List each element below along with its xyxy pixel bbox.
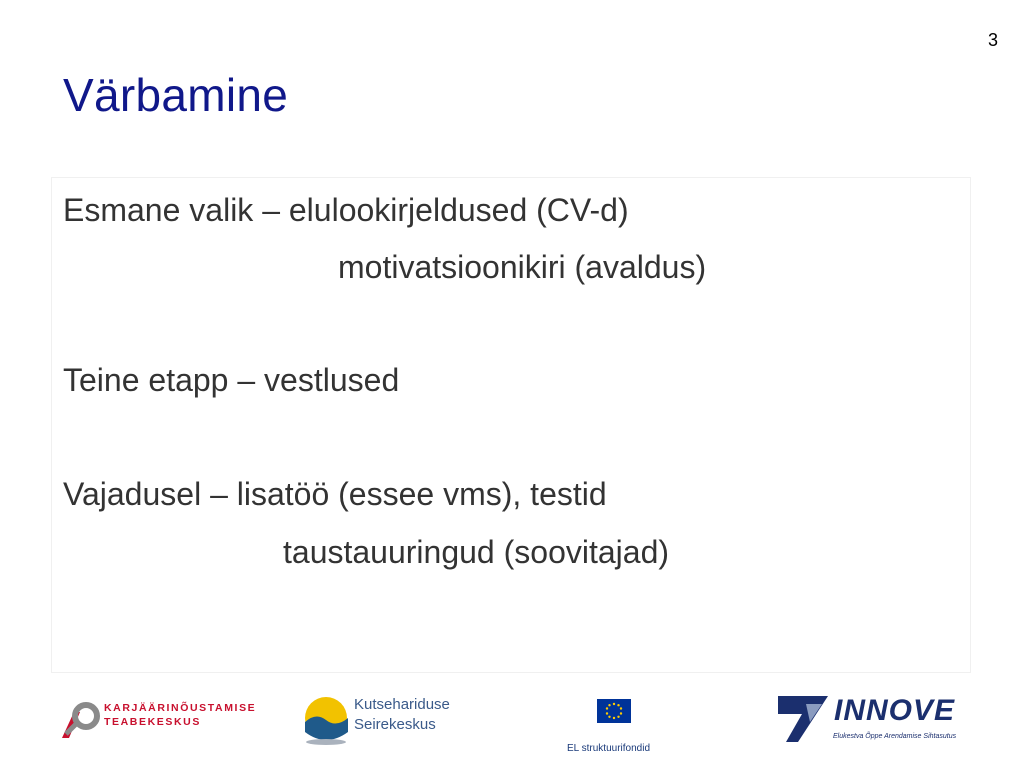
slide-title: Värbamine [63,69,289,121]
content-box [51,177,971,673]
karjaar-line1: KARJÄÄRINÕUSTAMISE [104,702,257,714]
kutse-line2: Seirekeskus [354,716,436,733]
karjaar-logo [52,698,257,742]
kutse-line1: Kutsehariduse [354,696,450,713]
el-label: EL struktuurifondid [567,743,651,754]
innove-tagline: Elukestva Õppe Arendamise Sihtasutus [833,733,957,740]
innove-brand: INNOVE [834,694,956,727]
innove-emblem-icon [776,692,830,744]
content-line-2: motivatsioonikiri (avaldus) [338,249,707,285]
footer-logos [0,680,1024,760]
content-line-1: Esmane valik – elulookirjeldused (CV-d) [63,192,629,228]
content-line-3: Teine etapp – vestlused [63,362,400,398]
innove-logo [776,692,976,756]
kutse-emblem-icon [304,692,350,748]
el-logo [560,696,670,756]
content-line-5: taustauuringud (soovitajad) [283,534,670,570]
karjaar-emblem-icon [52,698,102,742]
content-line-4: Vajadusel – lisatöö (essee vms), testid [63,476,607,512]
karjaar-line2: TEABEKESKUS [104,716,201,728]
slide-number: 3 [987,30,998,50]
kutse-logo [304,692,474,752]
eu-flag-icon [597,699,631,723]
